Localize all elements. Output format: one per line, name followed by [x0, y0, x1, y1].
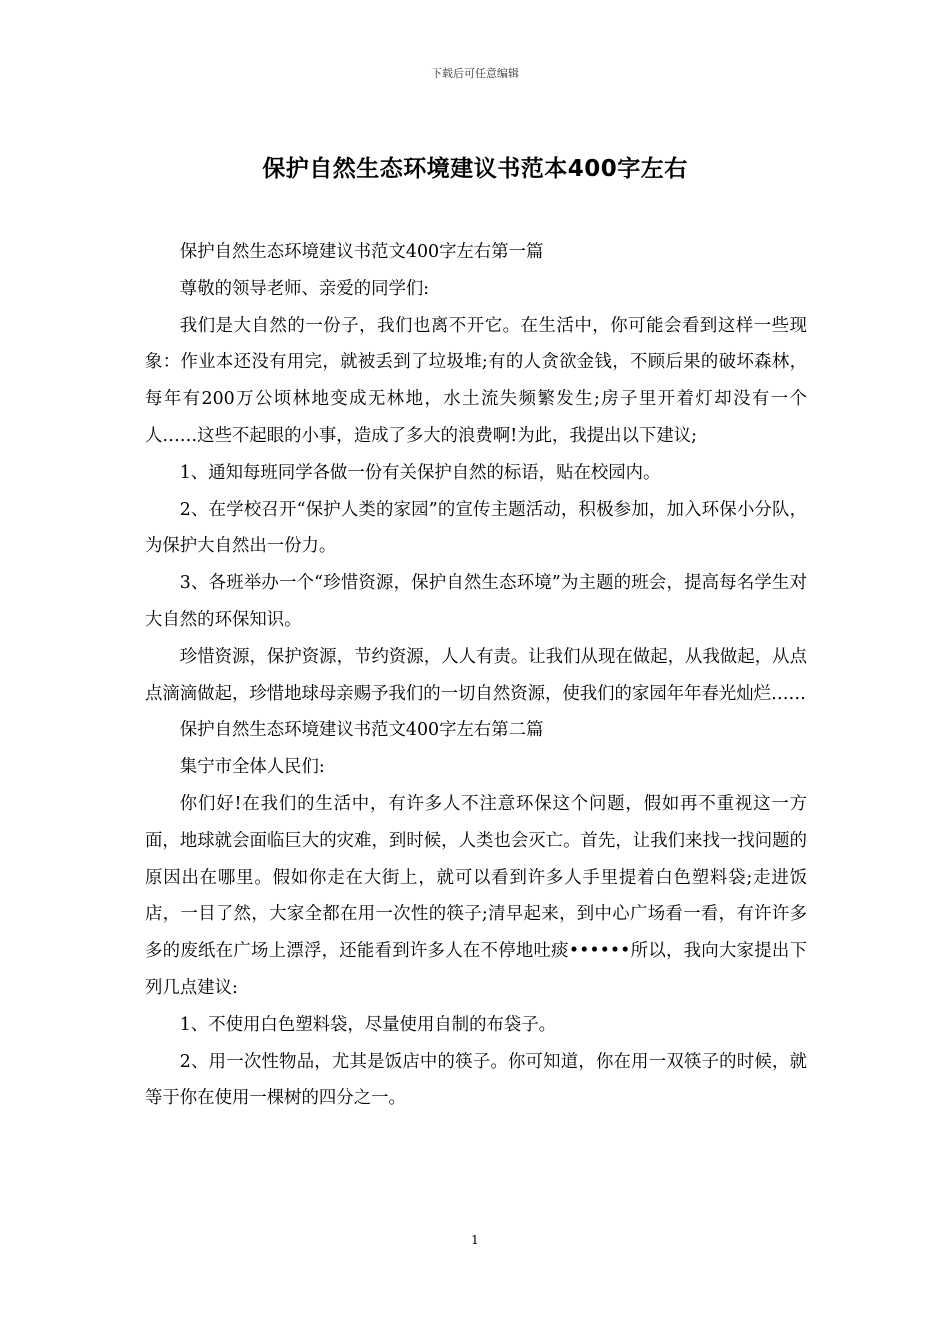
suggestion-item: 3、各班举办一个“珍惜资源，保护自然生态环境”为主题的班会，提高每名学生对大自然的环保知识。	[145, 573, 807, 630]
salutation-1: 尊敬的领导老师、亲爱的同学们:	[179, 278, 430, 299]
paragraph: 珍惜资源，保护资源，节约资源，人人有责。让我们从现在做起，从我做起，从点点滴滴做起，珍惜地球母亲赐予我们的一切自然资源，使我们的家园年年春光灿烂……	[145, 646, 807, 704]
page-number: 1	[471, 1233, 479, 1247]
suggestion-item: 1、不使用白色塑料袋，尽量使用自制的布袋子。	[179, 1014, 557, 1035]
header-note: 下载后可任意编辑	[431, 67, 519, 80]
section-heading-2: 保护自然生态环境建议书范文400字左右第二篇	[179, 720, 544, 741]
suggestion-item: 2、在学校召开“保护人类的家园”的宣传主题活动，积极参加，加入环保小分队，为保护大自然出一份力。	[145, 499, 807, 557]
paragraph: 你们好!在我们的生活中，有许多人不注意环保这个问题，假如再不重视这一方面，地球就会面临巨大的灾难，到时候，人类也会灭亡。首先，让我们来找一找问题的原因出在哪里。假如你走在大街上，就可以看到许多人手里提着白色塑料袋;走进饭店，一目了然，大家全都在用一次性的筷子;清早起来，到中心广场看一看，有许许多多的废纸在广场上漂浮，还能看到许多人在不停地吐痰••••••所以，我向大家提出下列几点建议:	[145, 793, 807, 998]
suggestion-item: 1、通知每班同学各做一份有关保护自然的标语，贴在校园内。	[179, 462, 661, 483]
paragraph: 我们是大自然的一份子，我们也离不开它。在生活中，你可能会看到这样一些现象：作业本还没有用完，就被丢到了垃圾堆;有的人贪欲金钱，不顾后果的破坏森林，每年有200万公顷林地变成无林地，水土流失频繁发生;房子里开着灯却没有一个人……这些不起眼的小事，造成了多大的浪费啊!为此，我提出以下建议;	[145, 315, 807, 446]
section-heading-1: 保护自然生态环境建议书范文400字左右第一篇	[179, 242, 544, 262]
document-body	[145, 234, 807, 1117]
salutation-2: 集宁市全体人民们:	[179, 757, 325, 778]
document-title: 保护自然生态环境建议书范本400字左右	[262, 156, 688, 182]
suggestion-item: 2、用一次性物品，尤其是饭店中的筷子。你可知道，你在用一双筷子的时候，就等于你在使用一棵树的四分之一。	[145, 1051, 807, 1109]
